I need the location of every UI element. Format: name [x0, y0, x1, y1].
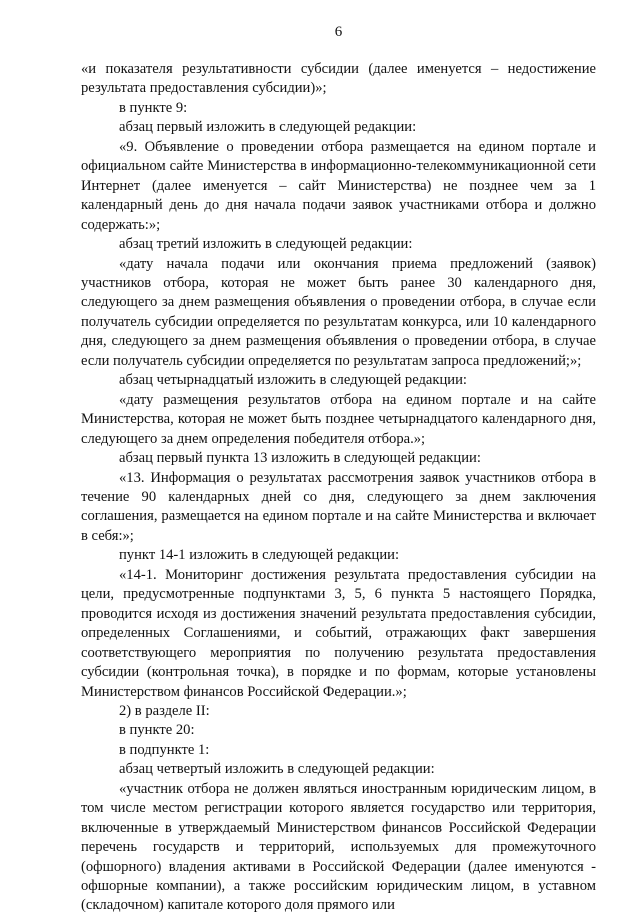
document-page [81, 22, 596, 916]
paragraph: «13. Информация о результатах рассмотрения заявок участников отбора в течение 90 календарных дней со дня, следующего за днем заключения соглашения, размещается на едином портале и на сайте Министерства и включает в себя:»; [81, 469, 596, 544]
document-body [81, 60, 596, 916]
paragraph: абзац четвертый изложить в следующей редакции: [119, 761, 435, 778]
paragraph: абзац третий изложить в следующей редакции: [119, 236, 413, 253]
paragraph: 2) в разделе II: [119, 702, 210, 719]
paragraph: «дату размещения результатов отбора на едином портале и на сайте Министерства, которая не может быть позднее четырнадцатого календарного дня, следующего за днем определения победителя отбора.»; [81, 391, 596, 447]
paragraph: абзац четырнадцатый изложить в следующей редакции: [119, 372, 467, 389]
paragraph: «14-1. Мониторинг достижения результата предоставления субсидии на цели, предусмотренные подпунктами 3, 5, 6 пункта 5 настоящего Порядка, проводится исходя из достижения значений результата предоставления субсидии, определенных Соглашениями, и событий, отражающих факт завершения соответствующего мероприятия по получению результата предоставления субсидии (контрольная точка), в порядке и по формам, которые установлены Министерством финансов Российской Федерации.»; [81, 566, 596, 700]
paragraph: «и показателя результативности субсидии (далее именуется – недостижение результата предоставления субсидии)»; [81, 61, 596, 97]
paragraph: в пункте 20: [119, 722, 195, 739]
paragraph: «участник отбора не должен являться иностранным юридическим лицом, в том числе местом регистрации которого является государство или территория, включенные в утверждаемый Министерством финансов Российской Федерации перечень государств и территорий, используемых для промежуточного (офшорного) владения активами в Российской Федерации (далее именуются - офшорные компании), а также российским юридическим лицом, в уставном (складочном) капитале которого доля прямого или [81, 780, 596, 914]
paragraph: пункт 14-1 изложить в следующей редакции: [119, 547, 400, 564]
paragraph: в пункте 9: [119, 99, 188, 116]
paragraph: абзац первый пункта 13 изложить в следующей редакции: [119, 450, 481, 467]
paragraph: «9. Объявление о проведении отбора размещается на едином портале и официальном сайте Министерства в информационно-телекоммуникационной сети Интернет (далее именуется – сайт Министерства) не позднее чем за 1 календарный день до дня начала подачи заявок участниками отбора и должно содержать:»; [81, 138, 596, 233]
paragraph: абзац первый изложить в следующей редакции: [119, 119, 417, 136]
page-number: 6 [334, 24, 343, 40]
paragraph: в подпункте 1: [119, 741, 210, 758]
paragraph: «дату начала подачи или окончания приема предложений (заявок) участников отбора, которая не может быть ранее 30 календарного дня, следующего за днем размещения объявления о проведении отбора, в случае если получатель субсидии определяется по результатам конкурса, или 10 календарного дня, следующего за днем размещения объявления о проведении отбора, в случае если получатель субсидии определяется по результатам запроса предложений;»; [81, 255, 596, 369]
